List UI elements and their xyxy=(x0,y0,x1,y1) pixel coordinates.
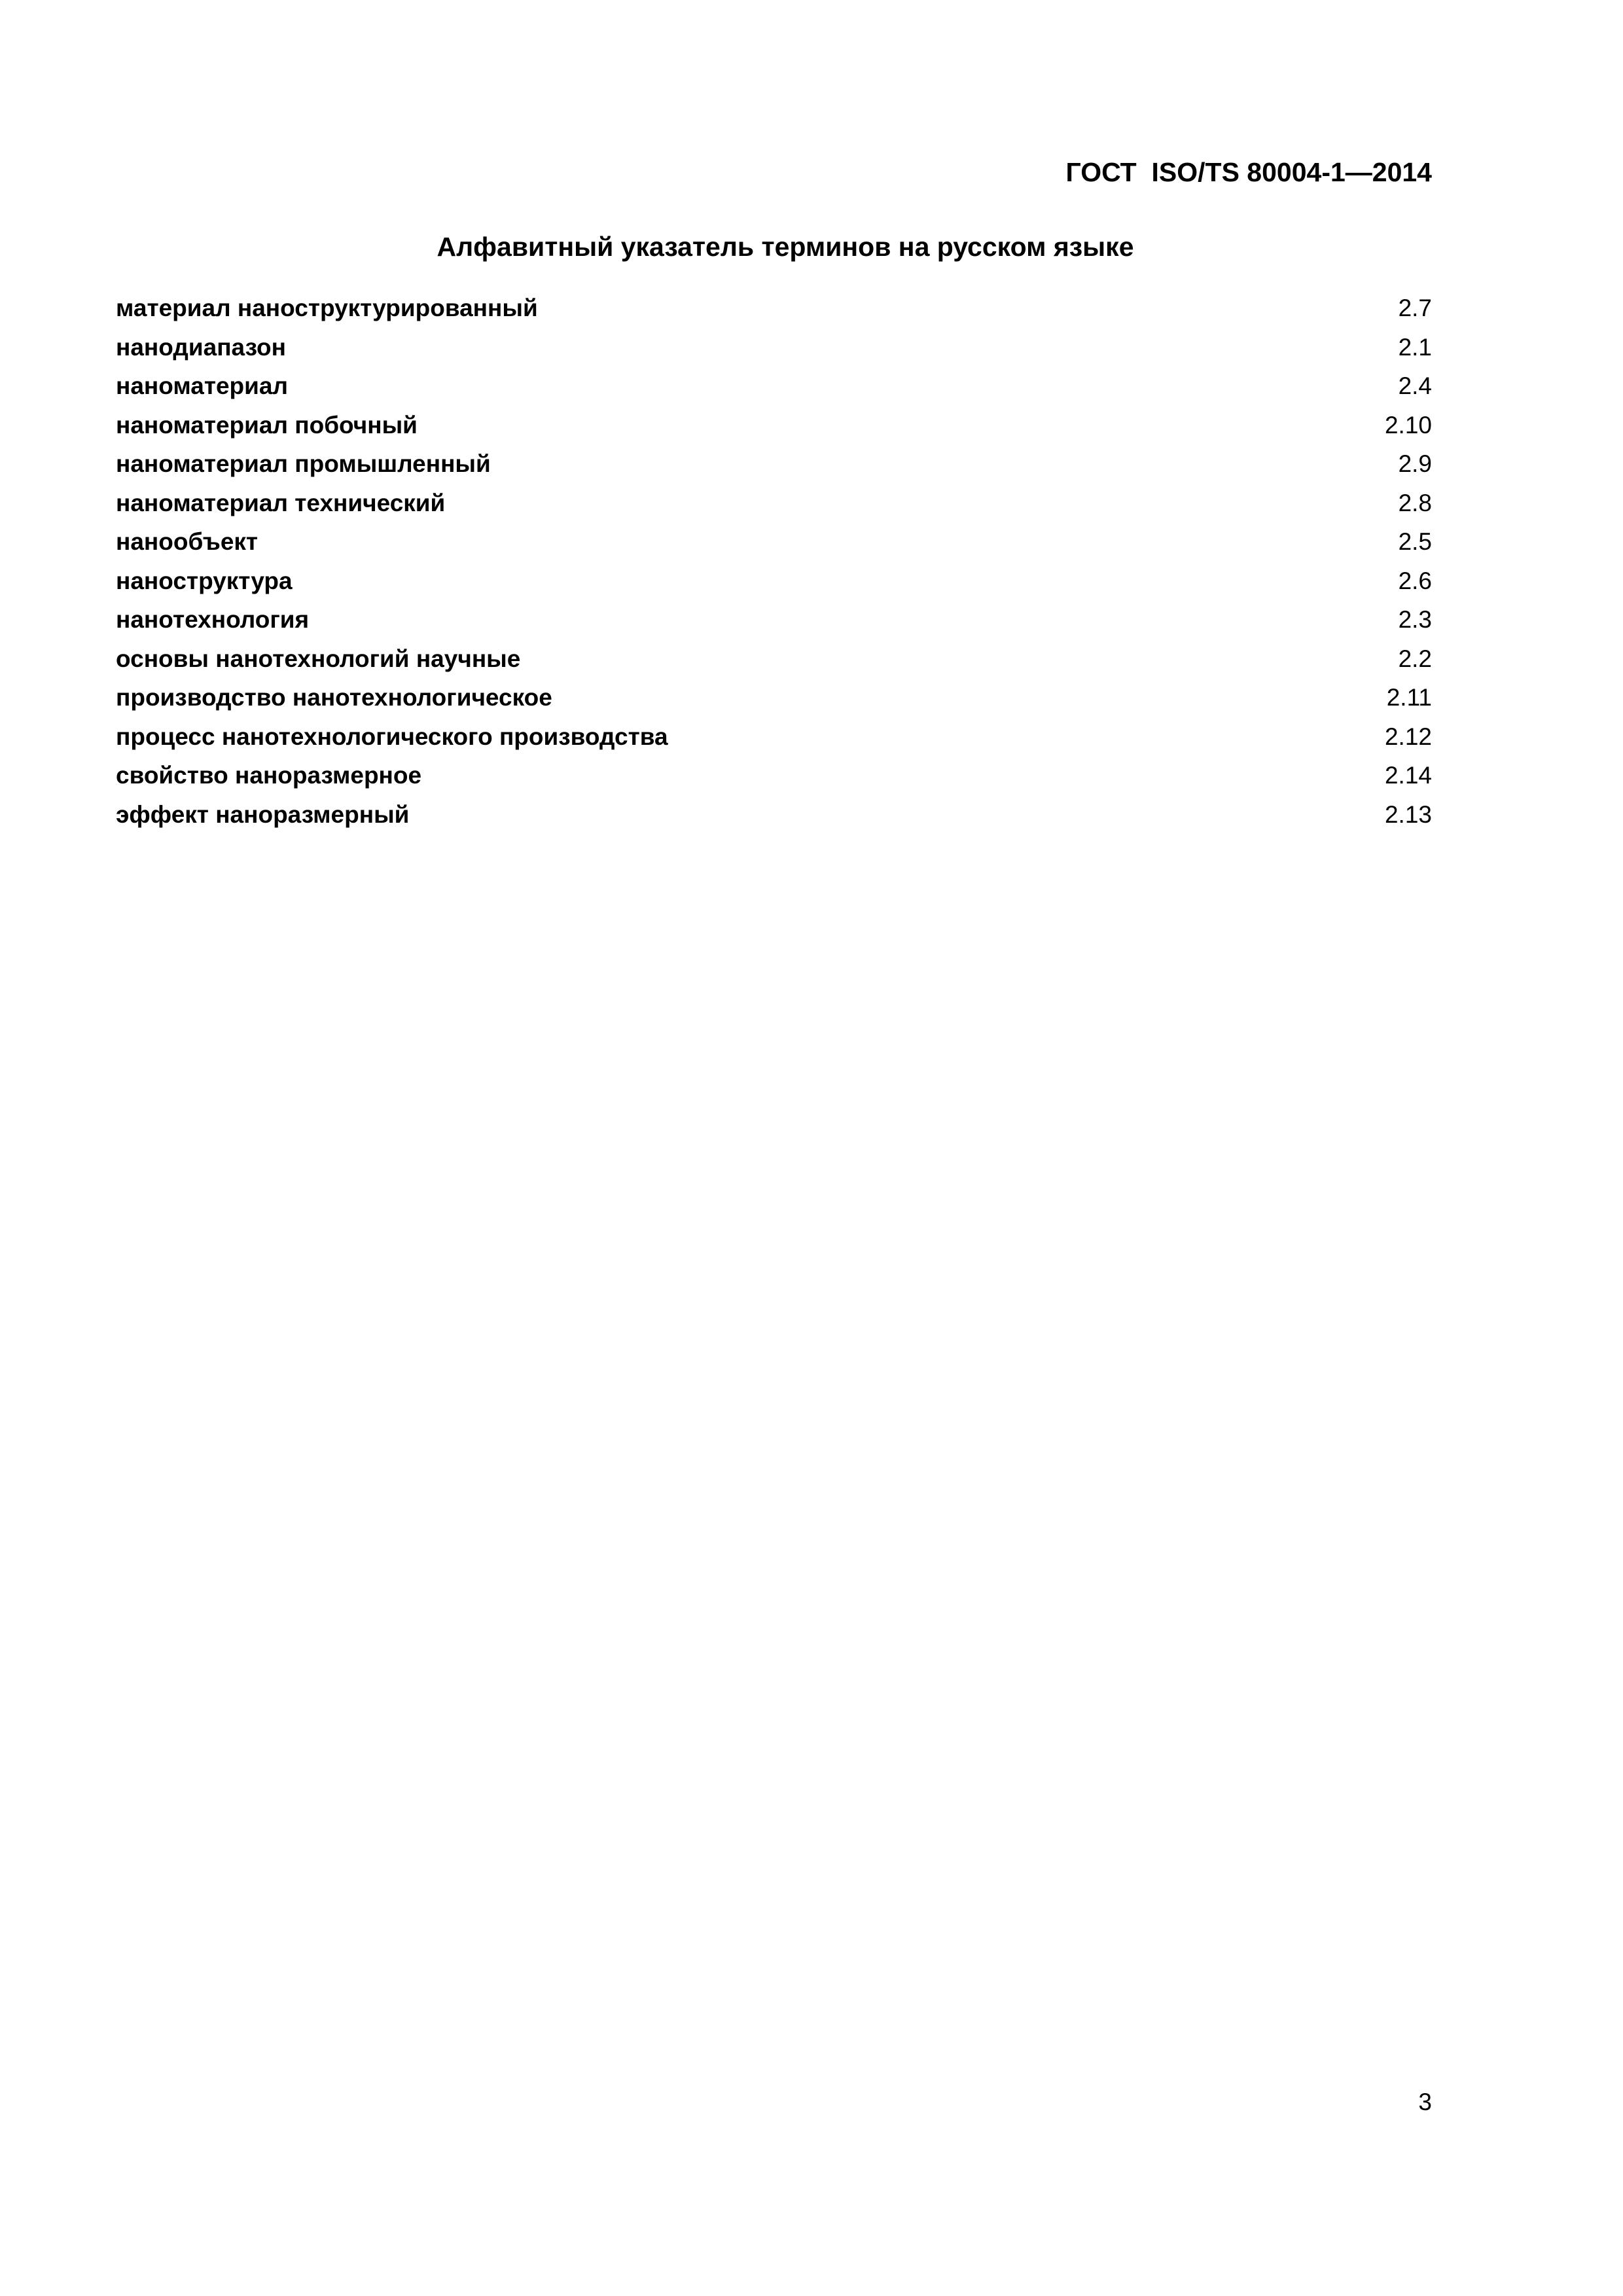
index-entry xyxy=(116,607,1432,647)
index-entry xyxy=(116,647,1432,686)
index-term: процесс нанотехнологического производства xyxy=(116,723,668,750)
index-term: основы нанотехнологий научные xyxy=(116,645,521,672)
index-term: нанодиапазон xyxy=(116,333,286,361)
index-entry xyxy=(116,529,1432,569)
index-entry xyxy=(116,685,1432,725)
index-title: Алфавитный указатель терминов на русском языке xyxy=(437,232,1134,262)
index-reference: 2.11 xyxy=(1386,684,1432,711)
index-reference: 2.13 xyxy=(1384,800,1432,828)
index-reference: 2.4 xyxy=(1398,372,1432,399)
index-reference: 2.6 xyxy=(1398,567,1432,594)
index-reference: 2.7 xyxy=(1398,295,1432,321)
index-term: материал наноструктурированный xyxy=(116,295,538,321)
index-term: наноматериал технический xyxy=(116,489,446,516)
index-term: наноматериал промышленный xyxy=(116,450,491,477)
index-entry xyxy=(116,763,1432,802)
index-reference: 2.14 xyxy=(1384,762,1432,789)
index-term: наноструктура xyxy=(116,567,293,594)
term-index-list xyxy=(116,296,1432,841)
index-term: нанотехнология xyxy=(116,606,310,633)
index-term: производство нанотехнологическое xyxy=(116,684,552,711)
index-reference: 2.12 xyxy=(1384,723,1432,750)
index-reference: 2.8 xyxy=(1398,489,1432,516)
index-entry xyxy=(116,335,1432,374)
index-entry xyxy=(116,413,1432,452)
index-term: наноматериал побочный xyxy=(116,411,418,439)
index-entry xyxy=(116,374,1432,413)
index-term: свойство наноразмерное xyxy=(116,762,422,789)
index-reference: 2.5 xyxy=(1398,528,1432,555)
index-entry xyxy=(116,569,1432,608)
index-entry xyxy=(116,452,1432,491)
document-code: ГОСТ ISO/TS 80004-1—2014 xyxy=(1065,157,1432,187)
index-reference: 2.2 xyxy=(1398,645,1432,672)
page-number: 3 xyxy=(1418,2089,1432,2115)
index-entry xyxy=(116,725,1432,764)
index-reference: 2.10 xyxy=(1384,411,1432,439)
index-entry xyxy=(116,802,1432,842)
index-term: наноматериал xyxy=(116,372,288,399)
index-reference: 2.9 xyxy=(1398,450,1432,477)
index-term: эффект наноразмерный xyxy=(116,800,410,828)
index-reference: 2.3 xyxy=(1398,606,1432,633)
index-reference: 2.1 xyxy=(1398,333,1432,361)
index-term: нанообъект xyxy=(116,528,259,555)
index-entry xyxy=(116,296,1432,335)
index-entry xyxy=(116,491,1432,530)
